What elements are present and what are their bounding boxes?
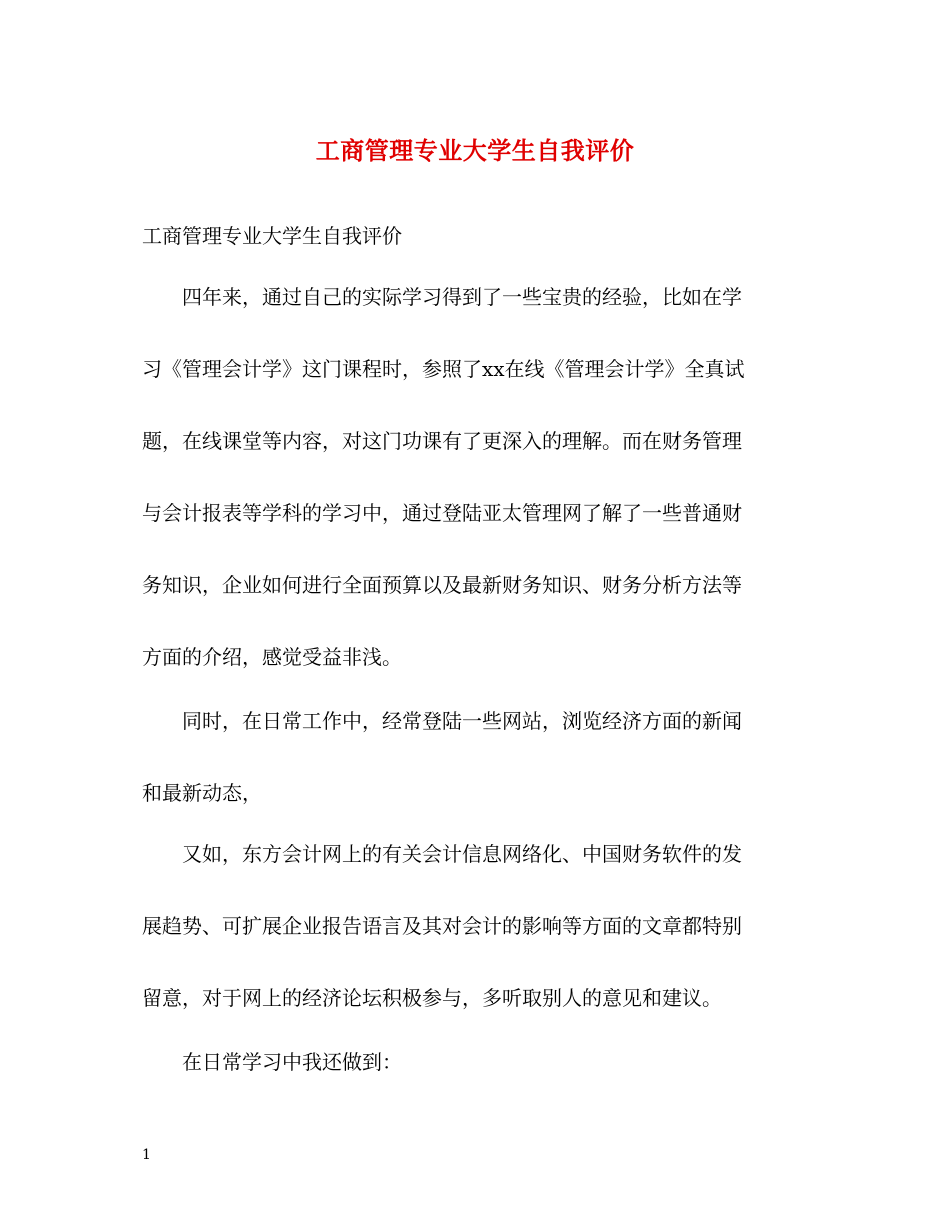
paragraph-line: 与会计报表等学科的学习中，通过登陆亚太管理网了解了一些普通财 <box>142 501 742 525</box>
paragraph-line: 习《管理会计学》这门课程时，参照了xx在线《管理会计学》全真试 <box>142 357 745 381</box>
paragraph-line: 展趋势、可扩展企业报告语言及其对会计的影响等方面的文章都特别 <box>142 914 742 938</box>
page-number: 1 <box>142 1147 151 1163</box>
paragraph-line: 留意，对于网上的经济论坛积极参与，多听取别人的意见和建议。 <box>142 986 722 1010</box>
paragraph-line: 在日常学习中我还做到： <box>142 1050 402 1074</box>
document-subtitle: 工商管理专业大学生自我评价 <box>142 224 402 248</box>
paragraph-line: 同时，在日常工作中，经常登陆一些网站，浏览经济方面的新闻 <box>142 709 742 733</box>
paragraph-line: 题，在线课堂等内容，对这门功课有了更深入的理解。而在财务管理 <box>142 429 742 453</box>
paragraph-line: 和最新动态， <box>142 781 262 805</box>
paragraph-line: 方面的介绍，感觉受益非浅。 <box>142 645 402 669</box>
paragraph-line: 四年来，通过自己的实际学习得到了一些宝贵的经验，比如在学 <box>142 285 742 309</box>
paragraph-line: 务知识，企业如何进行全面预算以及最新财务知识、财务分析方法等 <box>142 573 742 597</box>
paragraph-line: 又如，东方会计网上的有关会计信息网络化、中国财务软件的发 <box>142 842 742 866</box>
document-title: 工商管理专业大学生自我评价 <box>315 136 635 165</box>
